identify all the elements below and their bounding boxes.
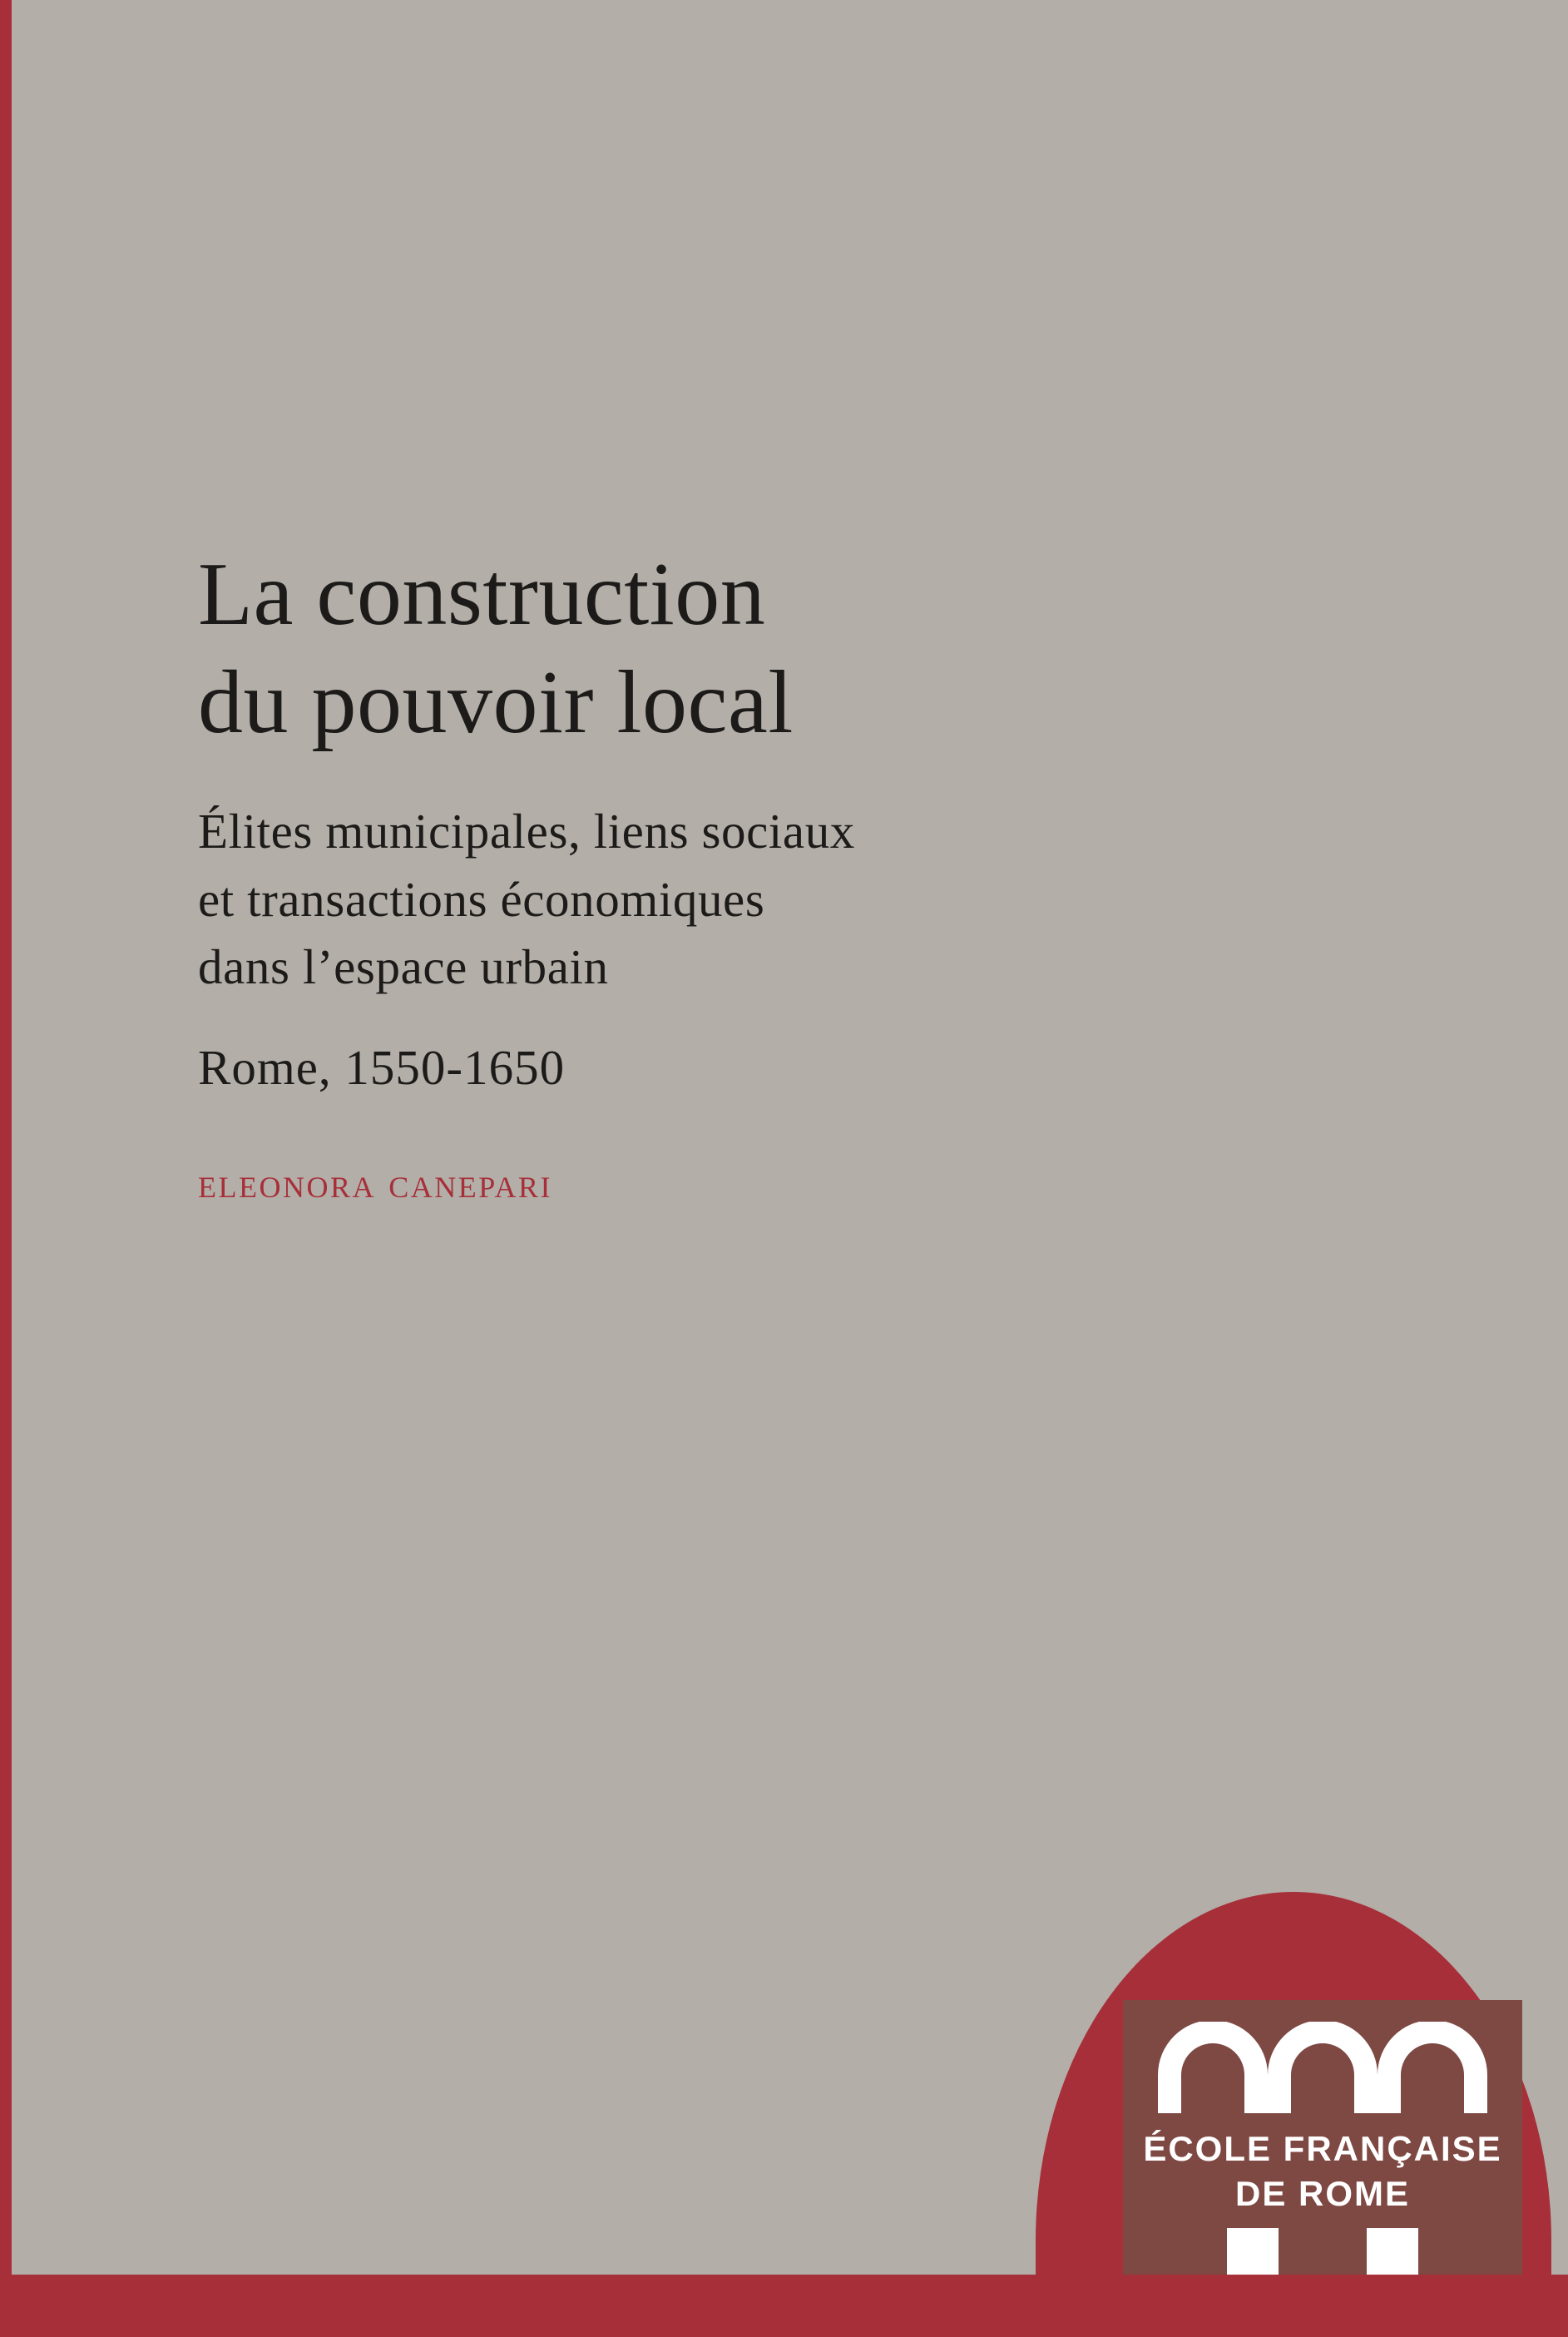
publisher-logo bbox=[1036, 1875, 1568, 2275]
page-title bbox=[198, 541, 1238, 756]
publisher-name bbox=[1123, 2127, 1522, 2216]
subtitle bbox=[198, 798, 1238, 1001]
title-line-1: La construction bbox=[198, 545, 766, 644]
aqueduct-arches-icon bbox=[1158, 2022, 1487, 2113]
title-line-2: du pouvoir local bbox=[198, 652, 794, 752]
logo-pillar-right bbox=[1367, 2228, 1418, 2275]
cover-text-block bbox=[198, 541, 1238, 1208]
date-range: Rome, 1550-1650 bbox=[198, 1040, 566, 1096]
spine-stripe bbox=[0, 0, 12, 2337]
subtitle-line-3: dans l’espace urbain bbox=[198, 939, 609, 994]
publisher-name-line-1: ÉCOLE FRANÇAISE bbox=[1143, 2129, 1502, 2168]
subtitle-line-2: et transactions économiques bbox=[198, 871, 765, 927]
bottom-band bbox=[0, 2275, 1568, 2337]
logo-pillars bbox=[1227, 2228, 1418, 2275]
logo-pillar-left bbox=[1227, 2228, 1279, 2275]
author-name: eleonora canepari bbox=[198, 1161, 552, 1208]
logo-box bbox=[1123, 2000, 1522, 2275]
publisher-name-line-2: DE ROME bbox=[1234, 2173, 1410, 2213]
subtitle-line-1: Élites municipales, liens sociaux bbox=[198, 804, 855, 859]
